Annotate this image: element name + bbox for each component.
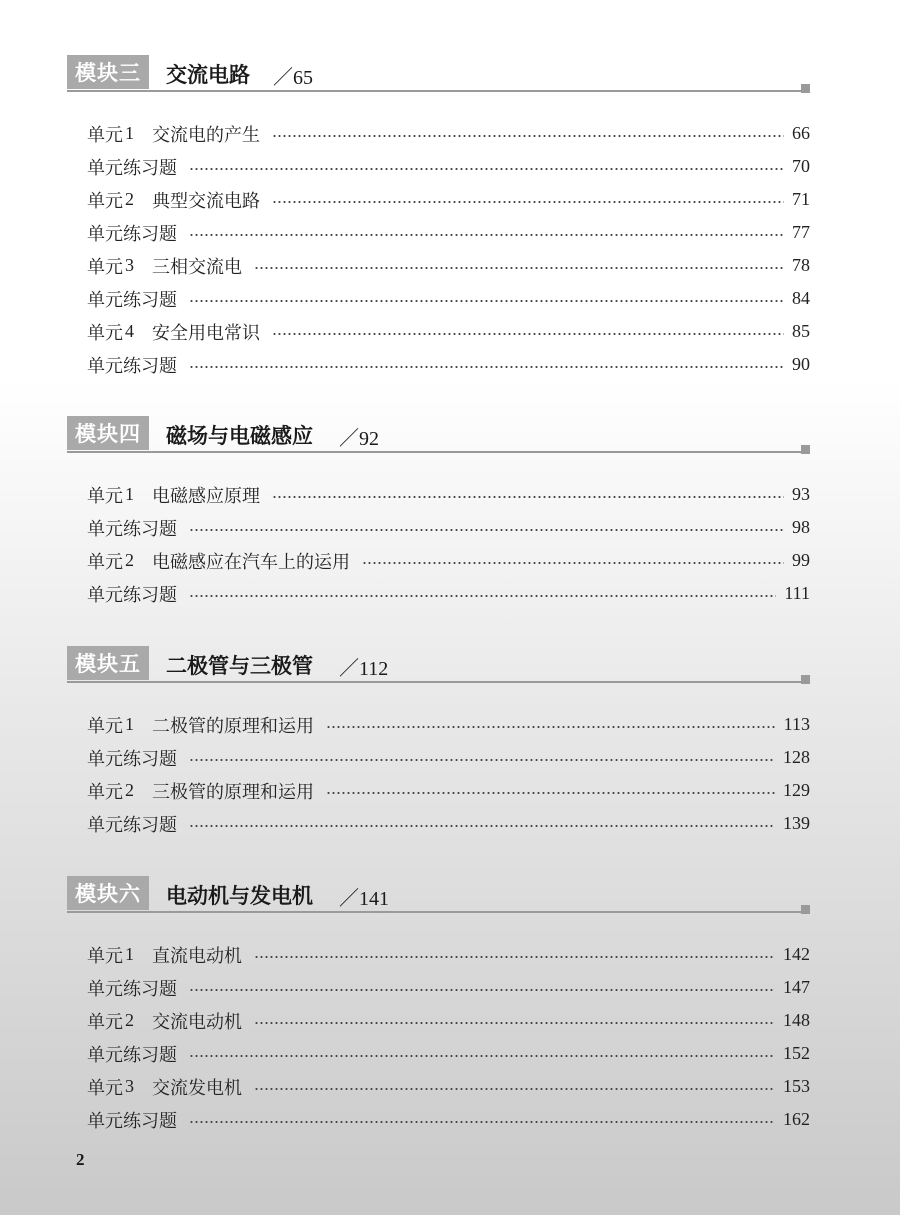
toc-entry[interactable]: [87, 708, 810, 741]
entry-list: [87, 478, 810, 610]
entry-number: 2: [125, 780, 134, 800]
entry-label: 单元练习题: [87, 978, 177, 1000]
dot-leader: [272, 201, 784, 203]
entry-label: 单元: [87, 256, 123, 278]
divider-square: [801, 84, 810, 93]
toc-entry[interactable]: [87, 282, 810, 315]
entry-list: [87, 938, 810, 1136]
toc-entry[interactable]: [87, 544, 810, 577]
dot-leader: [326, 726, 776, 728]
entry-page: 66: [792, 123, 810, 143]
dot-leader: [272, 496, 784, 498]
entry-title: 二极管的原理和运用: [152, 715, 314, 737]
entry-page: 78: [792, 255, 810, 275]
dot-leader: [189, 759, 775, 761]
entry-label: 单元: [87, 781, 123, 803]
entry-title: 交流发电机: [152, 1077, 242, 1099]
toc-entry[interactable]: [87, 117, 810, 150]
entry-page: 129: [783, 780, 810, 800]
dot-leader: [189, 1055, 775, 1057]
entry-page: 93: [792, 484, 810, 504]
entry-label: 单元练习题: [87, 223, 177, 245]
divider: [67, 451, 803, 453]
toc-entry[interactable]: [87, 1070, 810, 1103]
entry-title: 交流电动机: [152, 1011, 242, 1033]
entry-number: 4: [125, 321, 134, 341]
entry-number: 2: [125, 189, 134, 209]
entry-label: 单元: [87, 1077, 123, 1099]
entry-label: 单元练习题: [87, 518, 177, 540]
entry-page: 90: [792, 354, 810, 374]
entry-page: 153: [783, 1076, 810, 1096]
dot-leader: [189, 300, 784, 302]
entry-label: 单元练习题: [87, 584, 177, 606]
entry-page: 147: [783, 977, 810, 997]
entry-label: 单元: [87, 1011, 123, 1033]
entry-label: 单元: [87, 190, 123, 212]
module-header: [67, 876, 810, 912]
module-title: 磁场与电磁感应: [166, 423, 313, 448]
entry-page: 99: [792, 550, 810, 570]
entry-label: 单元练习题: [87, 1110, 177, 1132]
entry-label: 单元练习题: [87, 157, 177, 179]
divider-square: [801, 445, 810, 454]
entry-number: 1: [125, 484, 134, 504]
entry-page: 70: [792, 156, 810, 176]
toc-entry[interactable]: [87, 511, 810, 544]
dot-leader: [254, 1022, 775, 1024]
dot-leader: [189, 1121, 775, 1123]
dot-leader: [362, 562, 784, 564]
dot-leader: [272, 333, 784, 335]
module-tag: 模块四: [67, 416, 149, 450]
entry-list: [87, 708, 810, 840]
entry-page: 152: [783, 1043, 810, 1063]
module-header: [67, 55, 810, 91]
entry-page: 85: [792, 321, 810, 341]
entry-page: 162: [783, 1109, 810, 1129]
entry-label: 单元: [87, 485, 123, 507]
module-title: 交流电路: [166, 62, 250, 87]
entry-page: 142: [783, 944, 810, 964]
dot-leader: [326, 792, 775, 794]
module-5: [67, 646, 810, 836]
entry-label: 单元练习题: [87, 814, 177, 836]
divider-square: [801, 675, 810, 684]
entry-label: 单元练习题: [87, 355, 177, 377]
module-title: 电动机与发电机: [166, 883, 313, 908]
entry-label: 单元: [87, 124, 123, 146]
entry-page: 128: [783, 747, 810, 767]
module-4: [67, 416, 810, 606]
divider-square: [801, 905, 810, 914]
entry-label: 单元练习题: [87, 748, 177, 770]
dot-leader: [189, 168, 784, 170]
module-header: [67, 646, 810, 682]
entry-title: 电磁感应原理: [152, 485, 260, 507]
entry-title: 电磁感应在汽车上的运用: [152, 551, 350, 573]
entry-page: 84: [792, 288, 810, 308]
divider: [67, 90, 803, 92]
module-title: 二极管与三极管: [166, 653, 313, 678]
entry-page: 113: [783, 714, 810, 734]
module-tag: 模块五: [67, 646, 149, 680]
toc-entry[interactable]: [87, 183, 810, 216]
toc-entry[interactable]: [87, 971, 810, 1004]
entry-title: 三极管的原理和运用: [152, 781, 314, 803]
entry-title: 三相交流电: [152, 256, 242, 278]
entry-label: 单元: [87, 715, 123, 737]
toc-entry[interactable]: [87, 478, 810, 511]
toc-entry[interactable]: [87, 150, 810, 183]
entry-label: 单元: [87, 945, 123, 967]
dot-leader: [254, 956, 775, 958]
entry-label: 单元练习题: [87, 289, 177, 311]
toc-entry[interactable]: [87, 1037, 810, 1070]
entry-number: 3: [125, 255, 134, 275]
toc-entry[interactable]: [87, 315, 810, 348]
dot-leader: [272, 135, 784, 137]
entry-label: 单元练习题: [87, 1044, 177, 1066]
entry-list: [87, 117, 810, 381]
entry-page: 139: [783, 813, 810, 833]
entry-page: 111: [784, 583, 810, 603]
toc-entry[interactable]: [87, 774, 810, 807]
divider: [67, 911, 803, 913]
toc-entry[interactable]: [87, 1004, 810, 1037]
dot-leader: [254, 267, 784, 269]
toc-entry[interactable]: [87, 938, 810, 971]
dot-leader: [189, 234, 784, 236]
module-page: ／92: [339, 428, 379, 450]
entry-page: 148: [783, 1010, 810, 1030]
entry-page: 77: [792, 222, 810, 242]
dot-leader: [254, 1088, 775, 1090]
entry-number: 1: [125, 123, 134, 143]
module-page: ／141: [339, 888, 389, 910]
module-page: ／112: [339, 658, 389, 680]
entry-number: 1: [125, 714, 134, 734]
entry-label: 单元: [87, 551, 123, 573]
entry-number: 2: [125, 1010, 134, 1030]
toc-entry[interactable]: [87, 1103, 810, 1136]
toc-entry[interactable]: [87, 741, 810, 774]
toc-entry[interactable]: [87, 807, 810, 840]
module-page: ／65: [273, 67, 313, 89]
toc-entry[interactable]: [87, 216, 810, 249]
entry-number: 3: [125, 1076, 134, 1096]
entry-page: 98: [792, 517, 810, 537]
dot-leader: [189, 825, 775, 827]
entry-page: 71: [792, 189, 810, 209]
module-header: [67, 416, 810, 452]
module-tag: 模块六: [67, 876, 149, 910]
toc-entry[interactable]: [87, 249, 810, 282]
dot-leader: [189, 595, 776, 597]
dot-leader: [189, 989, 775, 991]
module-6: [67, 876, 810, 1132]
entry-title: 典型交流电路: [152, 190, 260, 212]
module-tag: 模块三: [67, 55, 149, 89]
dot-leader: [189, 529, 784, 531]
page-number: 2: [76, 1150, 85, 1169]
entry-number: 1: [125, 944, 134, 964]
entry-title: 安全用电常识: [152, 322, 260, 344]
module-3: [67, 55, 810, 377]
toc-entry[interactable]: [87, 577, 810, 610]
entry-label: 单元: [87, 322, 123, 344]
entry-title: 直流电动机: [152, 945, 242, 967]
entry-title: 交流电的产生: [152, 124, 260, 146]
toc-entry[interactable]: [87, 348, 810, 381]
divider: [67, 681, 803, 683]
entry-number: 2: [125, 550, 134, 570]
dot-leader: [189, 366, 784, 368]
